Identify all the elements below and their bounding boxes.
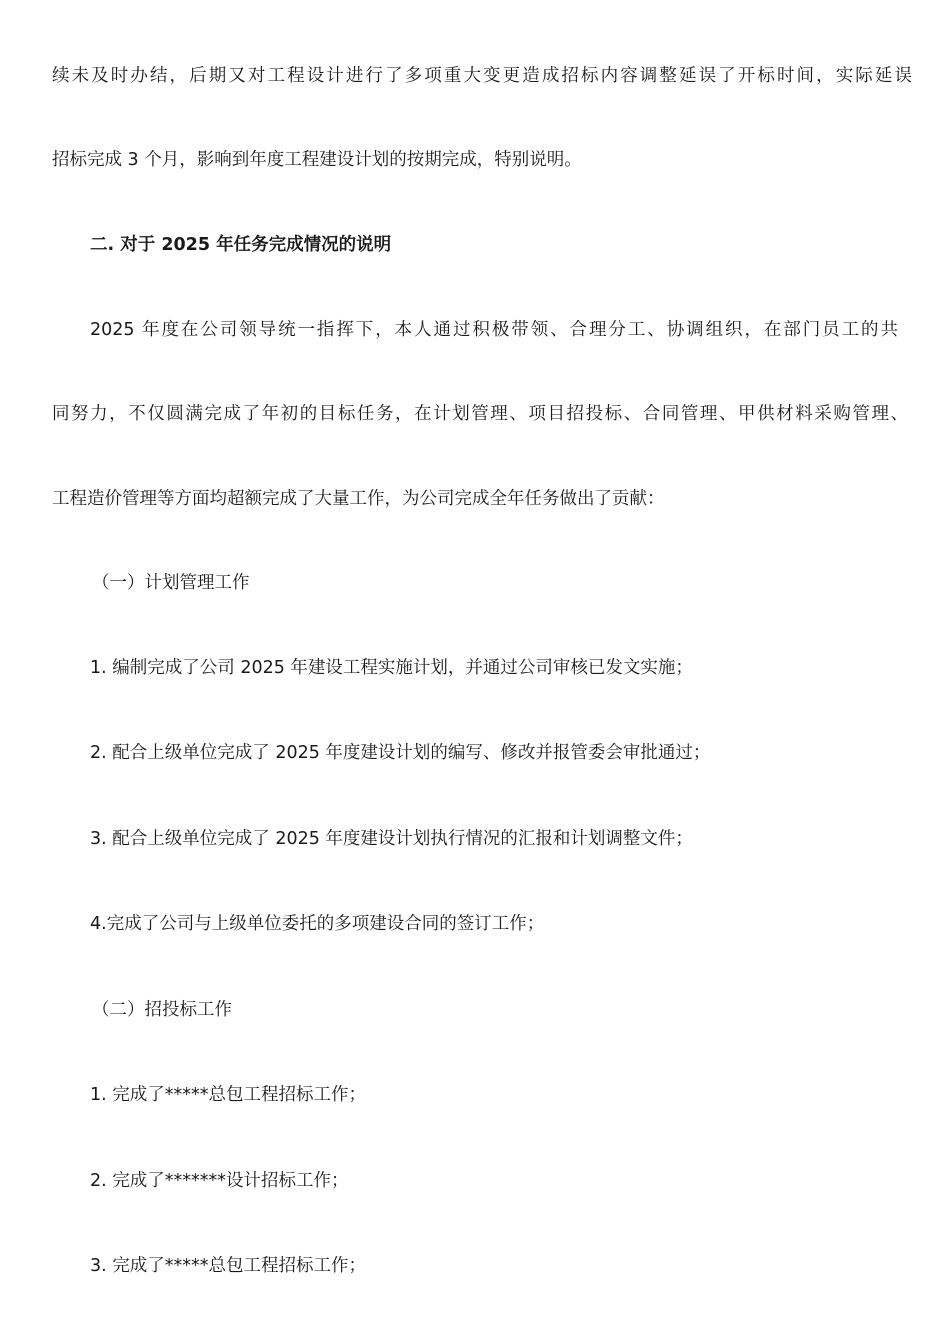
list-item: 1. 编制完成了公司 2025 年建设工程实施计划，并通过公司审核已发文实施； bbox=[90, 658, 693, 678]
list-item: 3. 完成了*****总包工程招标工作； bbox=[90, 1256, 367, 1276]
paragraph-line: 同努力，不仅圆满完成了年初的目标任务，在计划管理、项目招投标、合同管理、甲供材料采购管理、 bbox=[52, 404, 908, 424]
section-heading: 二. 对于 2025 年任务完成情况的说明 bbox=[90, 235, 392, 255]
list-item: 1. 完成了*****总包工程招标工作； bbox=[90, 1085, 367, 1105]
subsection-title: （一）计划管理工作 bbox=[92, 573, 250, 593]
paragraph-line: 工程造价管理等方面均超额完成了大量工作，为公司完成全年任务做出了贡献： bbox=[52, 489, 665, 509]
list-item: 4.完成了公司与上级单位委托的多项建设合同的签订工作； bbox=[90, 914, 545, 934]
subsection-title: （二）招投标工作 bbox=[92, 1000, 232, 1020]
paragraph-line: 招标完成 3 个月，影响到年度工程建设计划的按期完成，特别说明。 bbox=[52, 150, 582, 170]
paragraph-line: 2025 年度在公司领导统一指挥下，本人通过积极带领、合理分工、协调组织，在部门员工的共 bbox=[90, 320, 898, 340]
list-item: 2. 配合上级单位完成了 2025 年度建设计划的编写、修改并报管委会审批通过； bbox=[90, 743, 711, 763]
list-item: 3. 配合上级单位完成了 2025 年度建设计划执行情况的汇报和计划调整文件； bbox=[90, 829, 693, 849]
paragraph-line: 续未及时办结，后期又对工程设计进行了多项重大变更造成招标内容调整延误了开标时间，实际延误 bbox=[52, 66, 912, 86]
list-item: 2. 完成了*******设计招标工作； bbox=[90, 1171, 349, 1191]
